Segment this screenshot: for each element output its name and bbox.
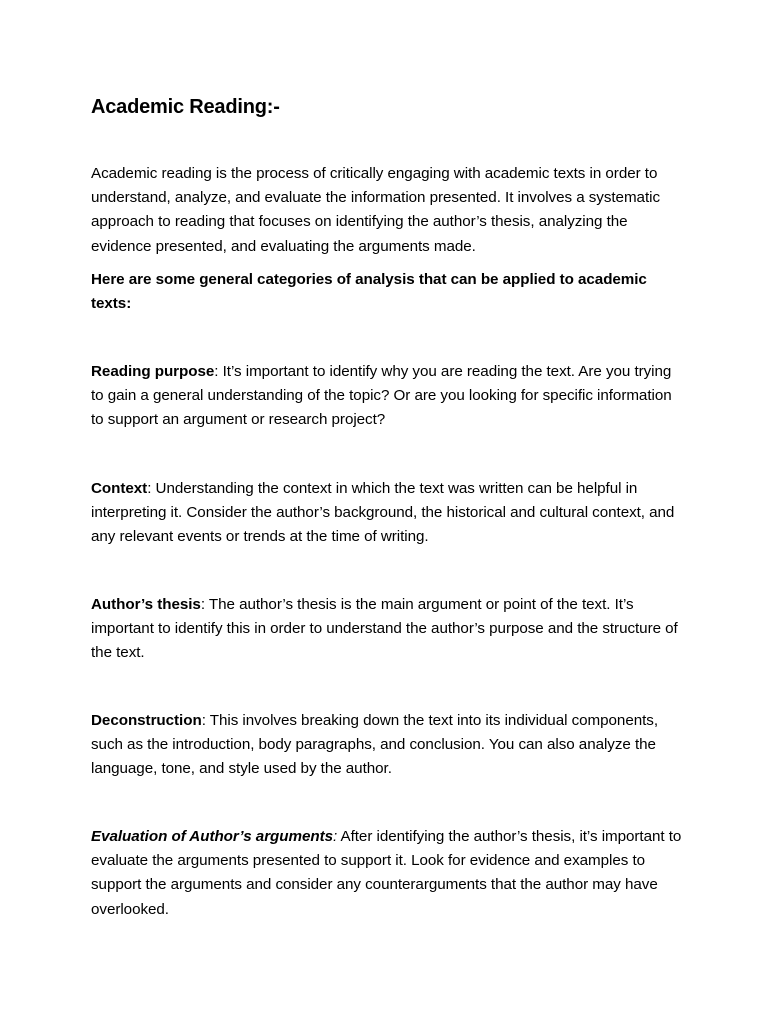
section-term: Deconstruction [91, 712, 202, 729]
section-authors-thesis [91, 593, 686, 666]
lead-paragraph: Here are some general categories of analysis that can be applied to academic texts: [91, 271, 647, 313]
page-title: Academic Reading:- [91, 96, 280, 118]
section-text: After identifying the author’s thesis, it’s important to evaluate the arguments presented to support it. Look for evidence and examples to support the arguments and consider any counterarguments that the author may have overlooked. [91, 828, 682, 918]
section-evaluation-of-arguments [91, 825, 686, 922]
section-term: Author’s thesis [91, 596, 201, 613]
section-text: It’s important to identify why you are reading the text. Are you trying to gain a general understanding of the topic? Or are you looking for specific information to support an argument or research project? [91, 363, 672, 429]
section-deconstruction [91, 709, 686, 782]
section-separator: : [214, 363, 219, 380]
section-text: Understanding the context in which the text was written can be helpful in interpreting it. Consider the author’s background, the historical and cultural context, and any relevant events or trends at the time of writing. [91, 480, 675, 546]
section-separator: : [333, 828, 338, 845]
section-term: Evaluation of Author’s arguments [91, 828, 333, 845]
section-term: Reading purpose [91, 363, 215, 380]
section-reading-purpose [91, 360, 686, 433]
section-text: This involves breaking down the text into its individual components, such as the introduction, body paragraphs, and conclusion. You can also analyze the language, tone, and style used by the author. [91, 712, 659, 778]
section-context [91, 477, 686, 550]
section-text: The author’s thesis is the main argument or point of the text. It’s important to identify this in order to understand the author’s purpose and the structure of the text. [91, 596, 678, 662]
section-term: Context [91, 480, 148, 497]
intro-paragraph: Academic reading is the process of critically engaging with academic texts in order to understand, analyze, and evaluate the information presented. It involves a systematic approach to reading that focuses on identifying the author’s thesis, analyzing the evidence presented, and evaluating the arguments made. [91, 165, 660, 255]
section-separator: : [200, 596, 205, 613]
section-separator: : [147, 480, 152, 497]
section-separator: : [201, 712, 206, 729]
